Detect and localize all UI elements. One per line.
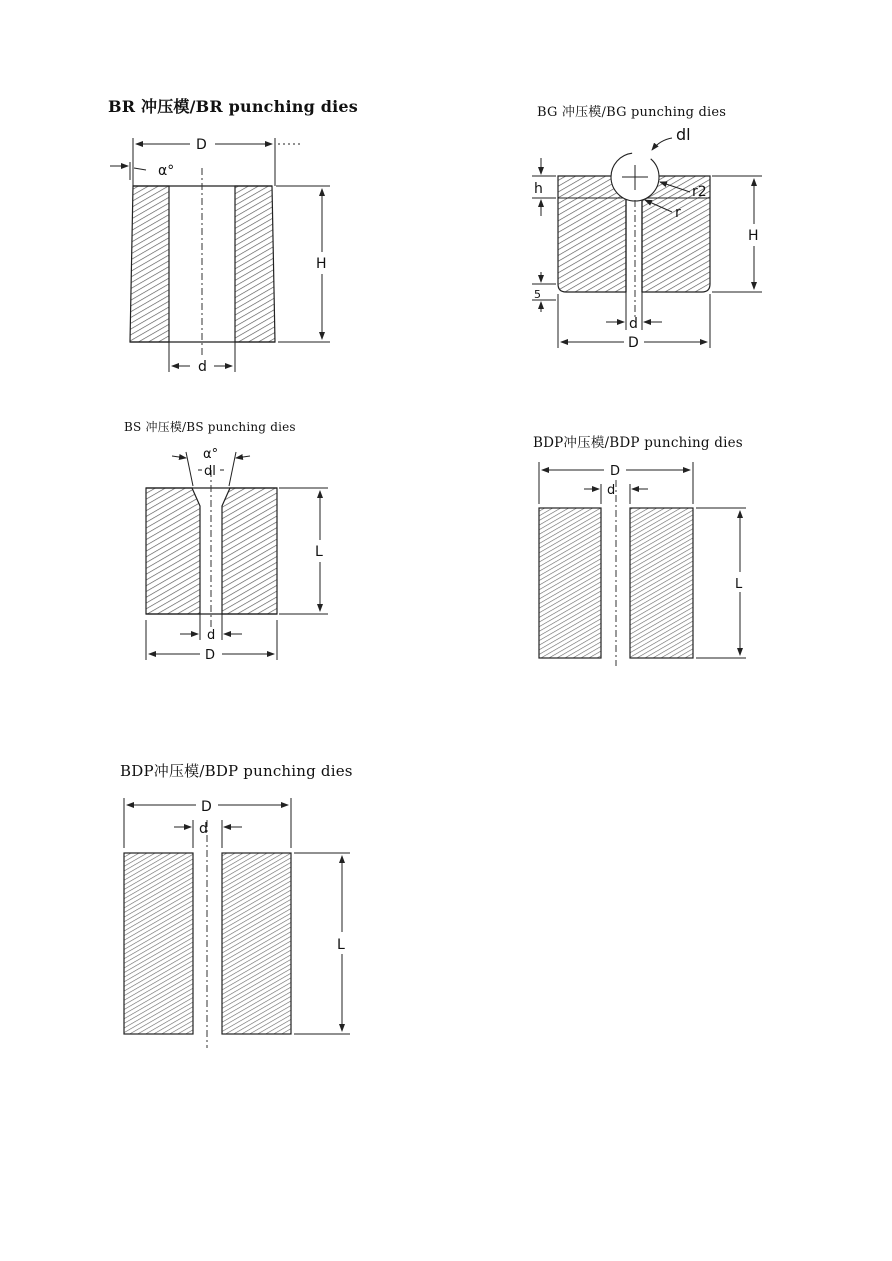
bs-title: BS 冲压模/BS punching dies xyxy=(124,420,296,434)
bs-label-d: d xyxy=(207,628,216,643)
bs-label-dl: dl xyxy=(204,464,216,479)
bdp1-label-L: L xyxy=(735,577,743,592)
bs-label-L: L xyxy=(315,544,323,560)
bs-label-D: D xyxy=(205,648,216,663)
bdp1-label-d: d xyxy=(607,483,616,498)
bs-label-angle: α° xyxy=(203,447,219,462)
bg-title: BG 冲压模/BG punching dies xyxy=(537,105,727,120)
bdp-title-2: BDP冲压模/BDP punching dies xyxy=(120,762,353,780)
bdp2-left-wall xyxy=(124,853,193,1034)
bg-label-D: D xyxy=(628,335,639,351)
bg-label-H: H xyxy=(748,228,759,244)
bdp2-label-L: L xyxy=(337,937,345,953)
bg-label-dl: dl xyxy=(676,125,691,144)
bdp2-dim-L xyxy=(294,853,350,1034)
br-label-D: D xyxy=(196,137,207,153)
bg-label-r2: r2 xyxy=(692,184,707,200)
bg-label-5: 5 xyxy=(534,288,541,301)
bg-label-h: h xyxy=(534,181,543,197)
bdp2-label-D: D xyxy=(201,799,212,815)
bdp2-label-d: d xyxy=(199,821,208,837)
bg-label-d: d xyxy=(629,316,638,332)
bdp1-label-D: D xyxy=(610,464,621,479)
br-label-H: H xyxy=(316,256,327,272)
bdp2-body xyxy=(124,820,291,1048)
br-label-d: d xyxy=(198,359,207,375)
br-title: BR 冲压模/BR punching dies xyxy=(108,97,358,116)
bdp2-right-wall xyxy=(222,853,291,1034)
bg-label-r: r xyxy=(675,205,681,221)
br-label-angle: α° xyxy=(158,163,175,179)
bdp2-dim-d xyxy=(174,820,242,848)
bdp-title-1: BDP冲压模/BDP punching dies xyxy=(533,435,743,451)
